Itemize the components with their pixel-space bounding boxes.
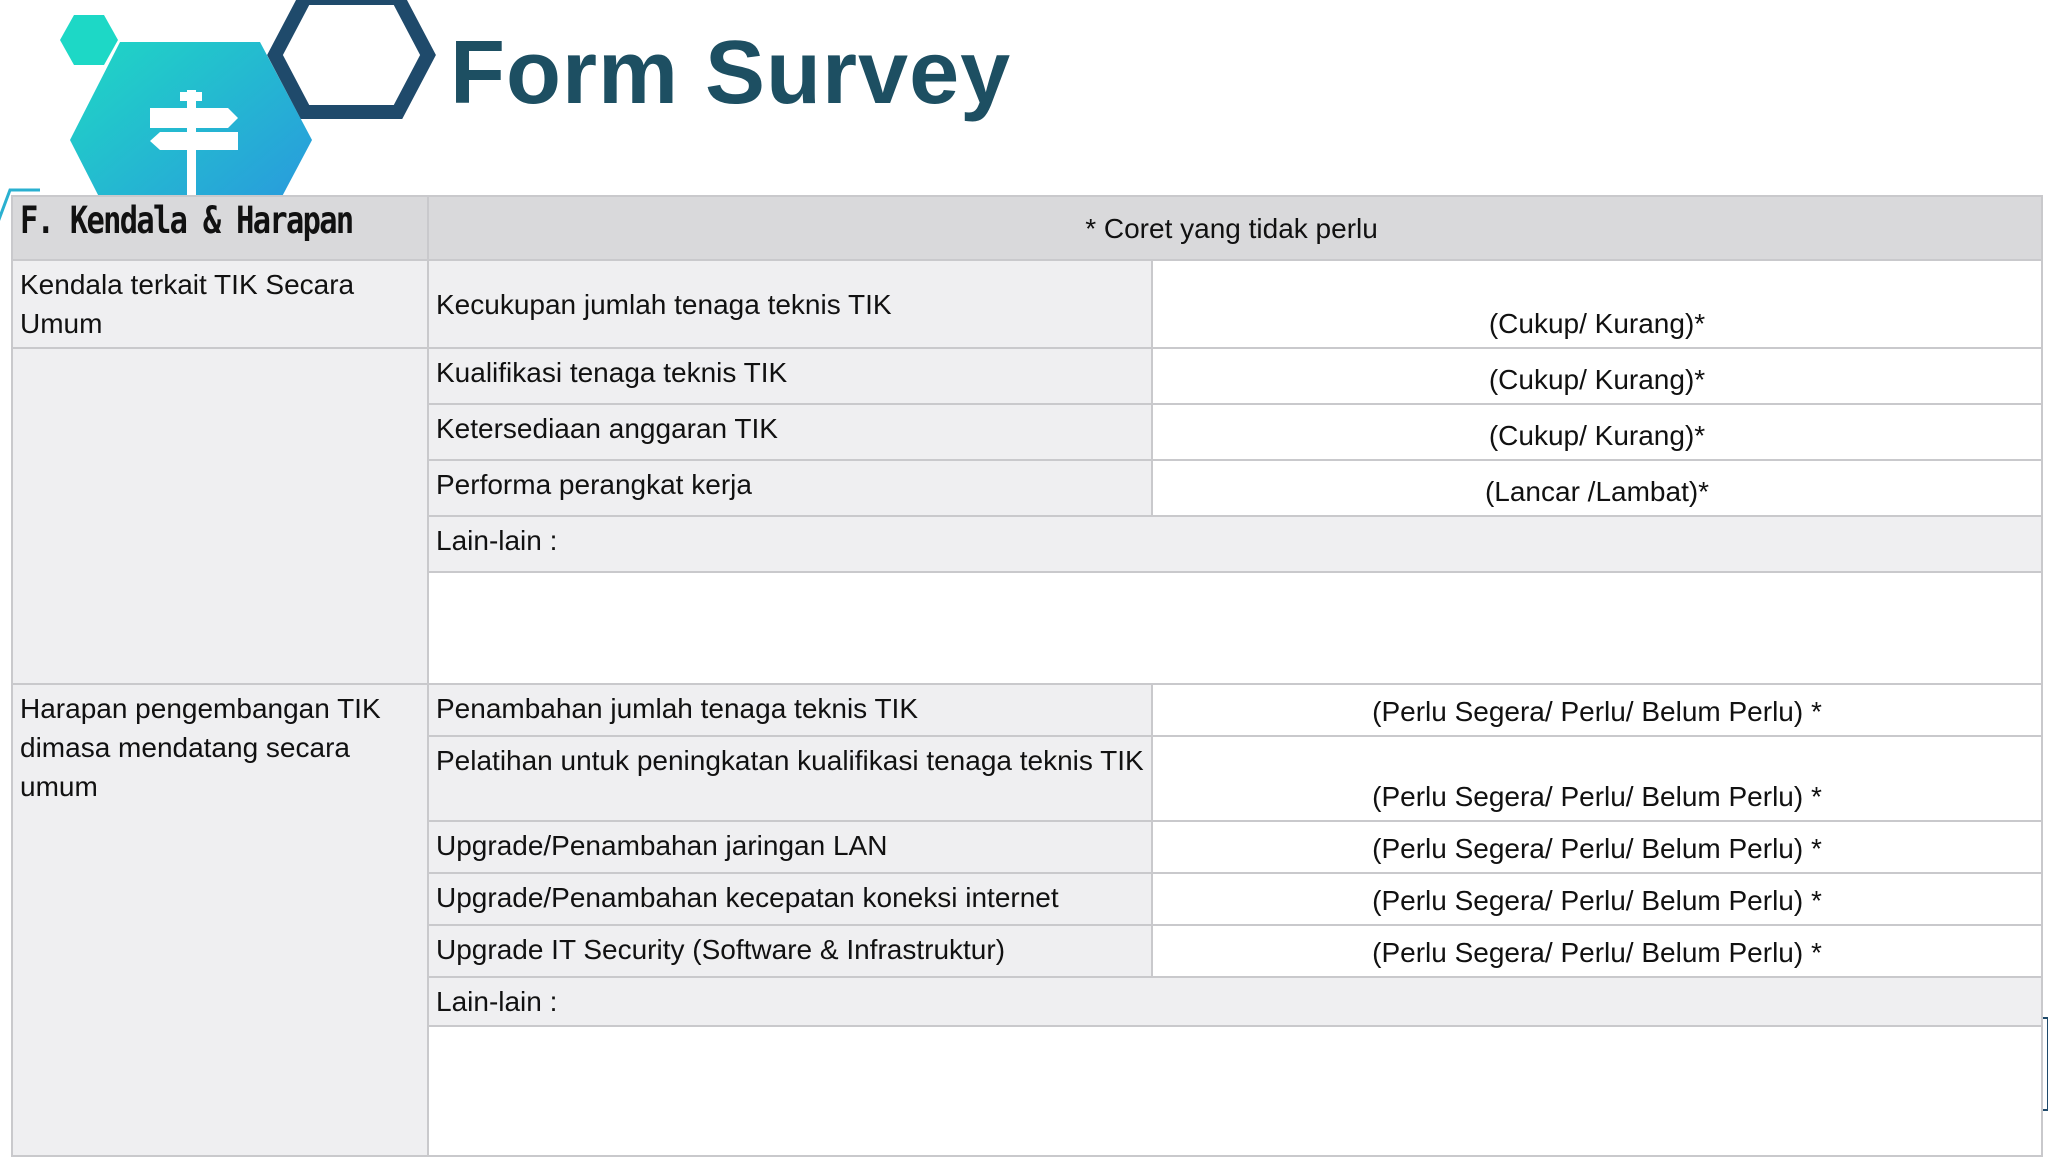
other-input-kendala[interactable] [428, 572, 2042, 684]
category-label: Harapan pengembangan TIK dimasa mendatang secara umum [20, 693, 381, 802]
item-options[interactable]: (Lancar /Lambat)* [1152, 460, 2042, 516]
section-title: F. Kendala & Harapan [20, 199, 353, 242]
item-options[interactable]: (Perlu Segera/ Perlu/ Belum Perlu) * [1152, 873, 2042, 925]
item-label: Upgrade/Penambahan kecepatan koneksi internet [428, 873, 1152, 925]
section-note: * Coret yang tidak perlu [428, 196, 2042, 260]
section-title-cell [12, 196, 428, 260]
page-title: Form Survey [450, 23, 1012, 123]
item-label: Penambahan jumlah tenaga teknis TIK [428, 684, 1152, 736]
item-label: Upgrade IT Security (Software & Infrastruktur) [428, 925, 1152, 977]
table-row [12, 348, 2042, 404]
table-row [12, 260, 2042, 348]
item-label: Ketersediaan anggaran TIK [428, 404, 1152, 460]
category-spacer [12, 348, 428, 684]
table-row [12, 684, 2042, 736]
item-label: Performa perangkat kerja [428, 460, 1152, 516]
item-options[interactable]: (Cukup/ Kurang)* [1152, 404, 2042, 460]
item-options[interactable]: (Cukup/ Kurang)* [1152, 348, 2042, 404]
item-label: Upgrade/Penambahan jaringan LAN [428, 821, 1152, 873]
item-options[interactable]: (Perlu Segera/ Perlu/ Belum Perlu) * [1152, 736, 2042, 821]
survey-table [11, 195, 2043, 1157]
category-label: Kendala terkait TIK Secara Umum [20, 269, 355, 339]
item-label: Pelatihan untuk peningkatan kualifikasi tenaga teknis TIK [428, 736, 1152, 821]
other-label: Lain-lain : [428, 516, 2042, 572]
item-options[interactable]: (Perlu Segera/ Perlu/ Belum Perlu) * [1152, 684, 2042, 736]
item-label: Kualifikasi tenaga teknis TIK [428, 348, 1152, 404]
item-options[interactable]: (Cukup/ Kurang)* [1152, 260, 2042, 348]
other-input-harapan[interactable] [428, 1026, 2042, 1156]
category-kendala [12, 260, 428, 348]
item-options[interactable]: (Perlu Segera/ Perlu/ Belum Perlu) * [1152, 925, 2042, 977]
item-label: Kecukupan jumlah tenaga teknis TIK [428, 260, 1152, 348]
other-label: Lain-lain : [428, 977, 2042, 1026]
section-header-row [12, 196, 2042, 260]
category-harapan [12, 684, 428, 1156]
item-options[interactable]: (Perlu Segera/ Perlu/ Belum Perlu) * [1152, 821, 2042, 873]
